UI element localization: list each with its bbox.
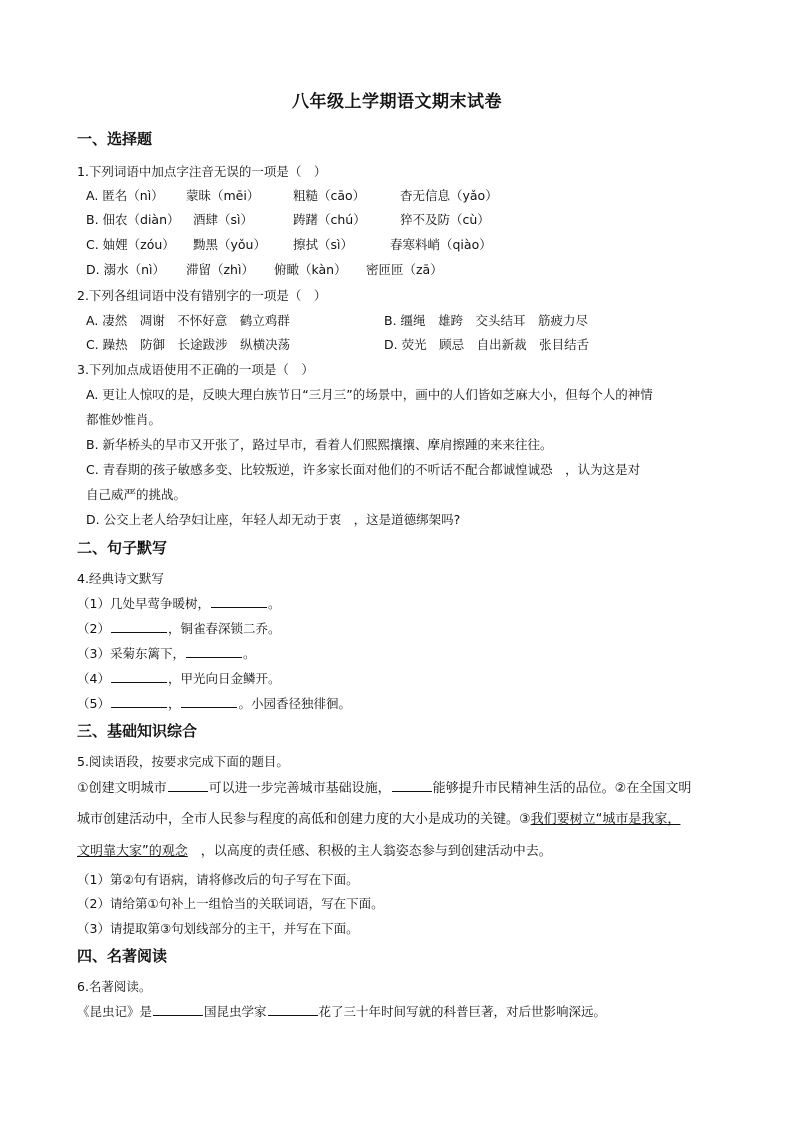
option-text: 密匝匝（zā） [366, 262, 443, 277]
question-3-option-d: D. 公交上老人给孕妇让座，年轻人却无动于衷 ，这是道德绑架吗? [86, 512, 461, 527]
line-text: （2） [77, 621, 110, 636]
line-text: 国昆虫学家 [204, 1004, 267, 1019]
line-text: （3）采菊东篱下， [77, 646, 185, 661]
option-text: 酒肆（sì） [193, 212, 253, 227]
line-text: ，甲光向日金鳞开。 [167, 671, 281, 686]
answer-blank[interactable] [111, 621, 167, 633]
line-text: 花了三十年时间写就的科普巨著，对后世影响深远。 [318, 1004, 607, 1019]
question-3-option-b: B. 新华桥头的早市又开张了，路过早市，看着人们熙熙攘攘、摩肩擦踵的来来往往。 [86, 437, 553, 452]
question-4-line-4 [77, 671, 280, 687]
section-heading-choice: 一、选择题 [77, 130, 153, 148]
option-text: 俯瞰（kàn） [274, 262, 347, 277]
option-text: 杳无信息（yǎo） [400, 188, 498, 203]
line-text: （4） [77, 671, 110, 686]
question-3-option-a-cont: 都惟妙惟肖。 [86, 412, 162, 427]
question-5-sub-1: （1）第②句有语病，请将修改后的句子写在下面。 [77, 872, 359, 887]
option-text: 黝黑（yǒu） [193, 237, 266, 252]
question-1-stem: 1.下列词语中加点字注音无误的一项是（ ） [77, 164, 327, 179]
option-text: 粗糙（cāo） [293, 188, 366, 203]
question-2-option-d: D. 荧光 顾忌 自出新裁 张目结舌 [384, 337, 590, 352]
answer-blank[interactable] [268, 1004, 318, 1016]
question-4-line-2 [77, 621, 280, 637]
question-3-option-c-cont: 自己威严的挑战。 [86, 487, 187, 502]
question-1-option-b [86, 212, 490, 228]
underlined-sentence: 文明靠大家”的观念 [77, 844, 188, 859]
passage-text: ，以高度的责任感、积极的主人翁姿态参与到创建活动中去。 [187, 844, 552, 859]
question-2-option-b: B. 缰绳 雄跨 交头结耳 筋疲力尽 [384, 313, 589, 328]
line-text: 。 [267, 596, 281, 611]
answer-blank[interactable] [211, 596, 267, 608]
answer-blank[interactable] [111, 696, 167, 708]
option-text: B. 佃农（diàn） [86, 212, 180, 227]
question-5-stem: 5.阅读语段，按要求完成下面的题目。 [77, 754, 289, 769]
question-3-option-a: A. 更让人惊叹的是，反映大理白族节日“三月三”的场景中，画中的人们皆如芝麻大小，但每个人的神情 [86, 387, 653, 402]
question-5-passage-line-1 [77, 780, 691, 797]
passage-text: ①创建文明城市 [77, 781, 167, 796]
option-text: 猝不及防（cù） [400, 212, 490, 227]
question-4-stem: 4.经典诗文默写 [77, 571, 164, 586]
page-title: 八年级上学期语文期末试卷 [292, 92, 502, 112]
answer-blank[interactable] [181, 696, 237, 708]
line-text: 。 [242, 646, 256, 661]
question-3-stem: 3.下列加点成语使用不正确的一项是（ ） [77, 362, 314, 377]
line-text: 《昆虫记》是 [77, 1004, 153, 1019]
question-6-stem: 6.名著阅读。 [77, 979, 152, 994]
underlined-sentence: 我们要树立“城市是我家， [530, 812, 681, 827]
question-2-option-a: A. 凄然 凋谢 不怀好意 鹤立鸡群 [86, 313, 290, 328]
line-text: （5） [77, 696, 110, 711]
option-text: C. 妯娌（zóu） [86, 237, 175, 252]
passage-text: 能够提升市民精神生活的品位。②在全国文明 [432, 781, 692, 796]
question-1-option-d [86, 262, 443, 278]
answer-blank[interactable] [111, 671, 167, 683]
passage-text: 可以进一步完善城市基础设施， [208, 781, 391, 796]
answer-blank[interactable] [153, 1004, 203, 1016]
section-heading-dictation: 二、句子默写 [77, 539, 168, 557]
question-3-option-c: C. 青春期的孩子敏感多变、比较叛逆，许多家长面对他们的不听话不配合都诚惶诚恐 ，认为这是对 [86, 462, 641, 477]
question-6-line-1 [77, 1004, 606, 1020]
question-5-passage-line-2 [77, 812, 680, 828]
passage-text: 城市创建活动中，全市人民参与程度的高低和创建力度的大小是成功的关键。③ [77, 812, 531, 827]
line-text: ，铜雀春深锁二乔。 [167, 621, 281, 636]
line-text: （1）几处早莺争暖树， [77, 596, 210, 611]
question-5-sub-3: （3）请提取第③句划线部分的主干，并写在下面。 [77, 921, 359, 936]
question-5-sub-2: （2）请给第①句补上一组恰当的关联词语，写在下面。 [77, 896, 384, 911]
answer-blank[interactable] [392, 780, 432, 792]
option-text: A. 匿名（nì） [86, 188, 164, 203]
option-text: D. 溺水（nì） [86, 262, 165, 277]
question-4-line-1 [77, 596, 280, 612]
option-text: 踌躇（chú） [293, 212, 366, 227]
question-4-line-3 [77, 646, 255, 662]
option-text: 擦拭（sì） [293, 237, 353, 252]
question-1-option-c [86, 237, 492, 253]
option-text: 春寒料峭（qiào） [390, 237, 492, 252]
line-text: ， [167, 696, 181, 711]
question-2-option-c: C. 躁热 防御 长途跋涉 纵横决荡 [86, 337, 291, 352]
question-1-option-a [86, 188, 498, 204]
option-text: 蒙昧（mēi） [186, 188, 260, 203]
option-text: 滞留（zhì） [186, 262, 254, 277]
question-5-passage-line-3 [77, 844, 552, 860]
answer-blank[interactable] [168, 780, 208, 792]
answer-blank[interactable] [186, 646, 242, 658]
section-heading-basics: 三、基础知识综合 [77, 722, 198, 740]
question-2-stem: 2.下列各组词语中没有错别字的一项是（ ） [77, 288, 327, 303]
section-heading-classics: 四、名著阅读 [77, 947, 168, 965]
question-4-line-5 [77, 696, 351, 712]
line-text: 。小园香径独徘徊。 [238, 696, 351, 711]
